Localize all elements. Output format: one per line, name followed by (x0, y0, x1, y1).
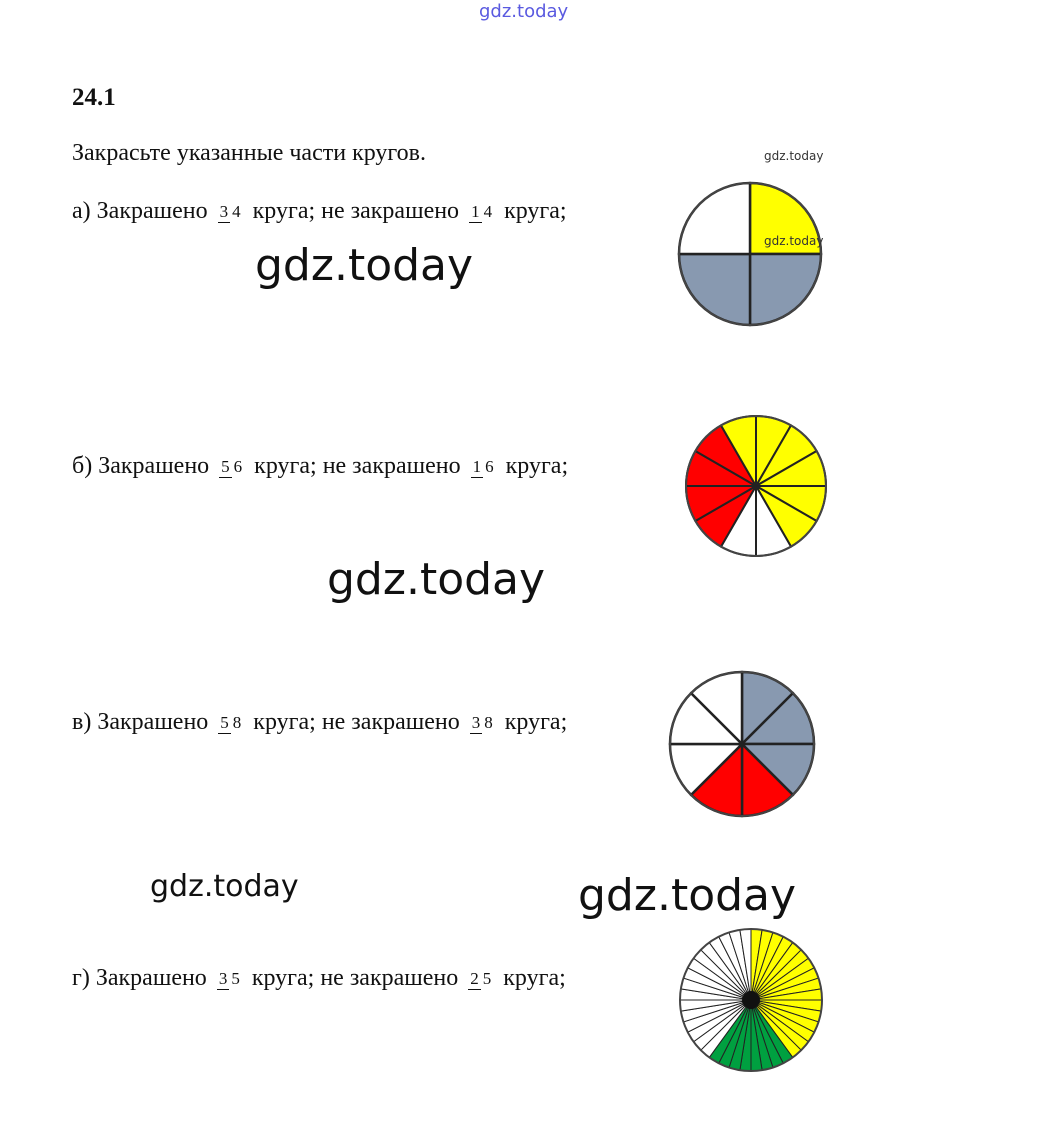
circle-v (668, 670, 816, 818)
unshaded-fraction: 1 6 (472, 456, 494, 476)
circle-g (678, 927, 824, 1073)
item-letter: б) (72, 453, 93, 479)
watermark-small: gdz.today (764, 234, 824, 248)
item-b (72, 453, 568, 480)
unshaded-label: не закрашено (322, 453, 461, 479)
shaded-label: Закрашено (97, 709, 209, 735)
watermark-small: gdz.today (764, 149, 824, 163)
task-text: Закрасьте указанные части кругов. (72, 140, 426, 166)
circle-word: круга; (505, 453, 569, 479)
circle-word: круга; (503, 965, 566, 991)
circle-word: круга; (251, 965, 315, 991)
circle-word: круга; (504, 198, 567, 224)
unshaded-fraction: 3 8 (471, 712, 493, 732)
watermark-large: gdz.today (327, 554, 546, 605)
shaded-fraction: 3 4 (219, 201, 241, 221)
item-g (72, 965, 566, 992)
watermark-medium: gdz.today (150, 869, 299, 904)
watermark-large: gdz.today (255, 240, 474, 291)
unshaded-label: не закрашено (321, 709, 460, 735)
watermark-large: gdz.today (578, 870, 797, 921)
item-a (72, 198, 567, 225)
exercise-number: 24.1 (72, 84, 116, 111)
circle-word: круга; (252, 198, 316, 224)
shaded-label: Закрашено (95, 965, 207, 991)
circle-b (684, 414, 828, 558)
circle-a (677, 181, 823, 327)
item-letter: г) (72, 965, 90, 991)
circle-word: круга; (504, 709, 568, 735)
unshaded-label: не закрашено (321, 198, 460, 224)
circle-word: круга; (253, 709, 316, 735)
shaded-label: Закрашено (98, 453, 210, 479)
item-letter: в) (72, 709, 92, 735)
unshaded-fraction: 2 5 (470, 968, 492, 988)
shaded-label: Закрашено (96, 198, 208, 224)
unshaded-fraction: 1 4 (471, 201, 493, 221)
unshaded-label: не закрашено (320, 965, 459, 991)
watermark-top: gdz.today (479, 1, 569, 22)
shaded-fraction: 5 8 (220, 712, 242, 732)
shaded-fraction: 3 5 (218, 968, 240, 988)
circle-word: круга; (254, 453, 317, 479)
item-letter: а) (72, 198, 91, 224)
circle-center (742, 991, 760, 1009)
item-v (72, 709, 567, 736)
shaded-fraction: 5 6 (221, 456, 243, 476)
